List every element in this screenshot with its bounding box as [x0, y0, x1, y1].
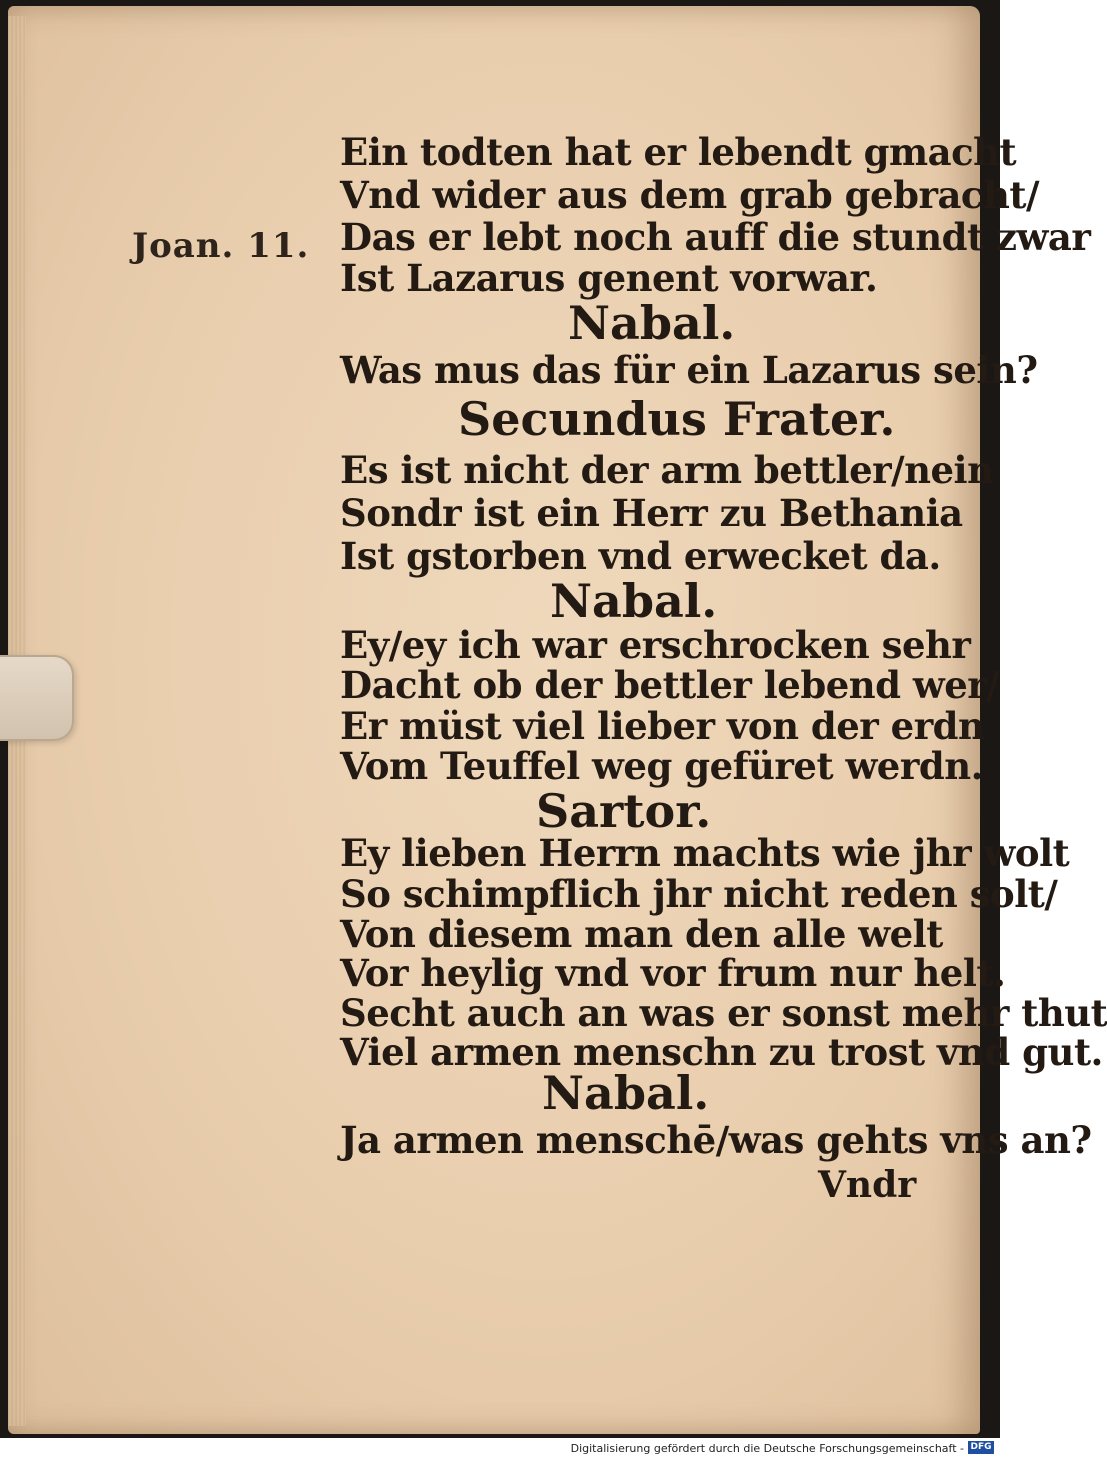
dfg-logo: DFG — [968, 1441, 994, 1454]
verse-line: Vnd wider aus dem grab gebracht/ — [340, 173, 1039, 217]
marginal-note: Joan. 11. — [132, 226, 310, 266]
page-clip — [0, 655, 74, 741]
catchword: Vndr — [818, 1164, 917, 1206]
speaker-heading: Nabal. — [568, 296, 736, 350]
verse-line: Ja armen menschē/was gehts vns an? — [340, 1118, 1092, 1162]
verse-line: Ein todten hat er lebendt gmacht — [340, 130, 1017, 174]
verse-line: Es ist nicht der arm bettler/nein — [340, 448, 994, 492]
verse-line: Sondr ist ein Herr zu Bethania — [340, 491, 963, 535]
verse-line: Vor heylig vnd vor frum nur helt. — [340, 951, 1006, 995]
verse-line: Er müst viel lieber von der erdn — [340, 704, 985, 748]
speaker-heading: Nabal. — [550, 574, 718, 628]
verse-line: Viel armen menschn zu trost vnd gut. — [340, 1030, 1103, 1074]
verse-line: Was mus das für ein Lazarus sein? — [340, 348, 1038, 392]
verse-line: Dacht ob der bettler lebend wer/ — [340, 663, 1000, 707]
verse-line: Ist gstorben vnd erwecket da. — [340, 534, 941, 578]
verse-line: Ey/ey ich war erschrocken sehr — [340, 623, 971, 667]
footer — [0, 1438, 1000, 1458]
speaker-heading: Sartor. — [536, 784, 712, 838]
speaker-heading: Secundus Frater. — [458, 392, 896, 446]
verse-line: Ey lieben Herrn machts wie jhr wolt — [340, 831, 1070, 875]
verse-line: Das er lebt noch auff die stundt zwar — [340, 215, 1091, 259]
speaker-heading: Nabal. — [542, 1066, 710, 1120]
verse-line: Von diesem man den alle welt — [340, 912, 943, 956]
footer-credit: Digitalisierung gefördert durch die Deutsche Forschungsgemeinschaft - — [570, 1442, 964, 1455]
verse-line: Secht auch an was er sonst mehr thut — [340, 991, 1107, 1035]
verse-line: So schimpflich jhr nicht reden solt/ — [340, 872, 1058, 916]
verse-line: Vom Teuffel weg gefüret werdn. — [340, 744, 983, 788]
verse-line: Ist Lazarus genent vorwar. — [340, 256, 878, 300]
